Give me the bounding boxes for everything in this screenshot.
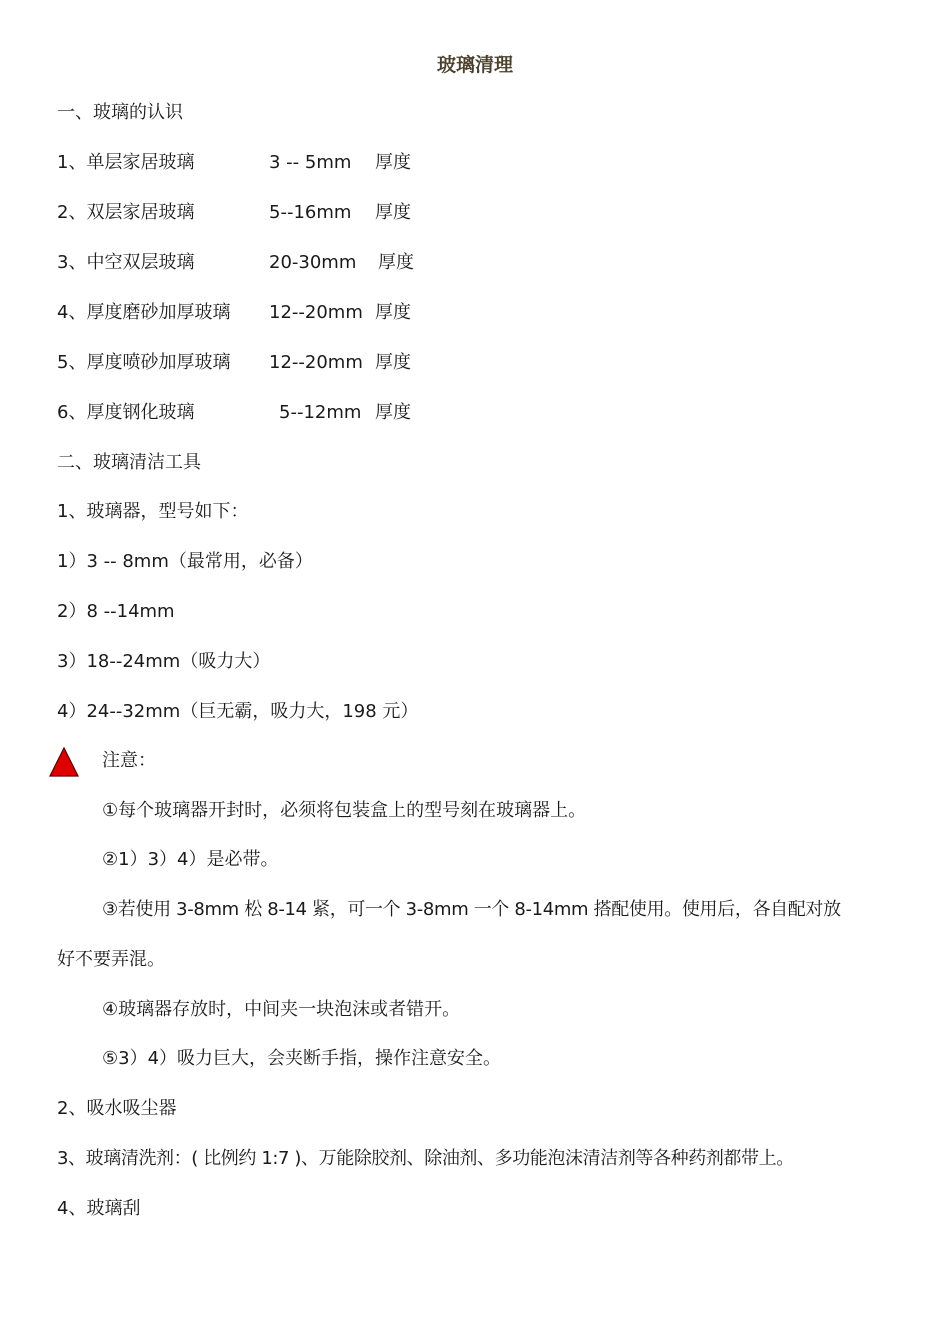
thickness-unit: 厚度 [375, 302, 411, 323]
model-item: 4）24--32mm（巨无霸，吸力大，198 元） [57, 701, 419, 722]
document-title: 玻璃清理 [436, 54, 513, 76]
tool-item-scraper: 4、玻璃刮 [57, 1198, 141, 1219]
note-item: ④玻璃器存放时，中间夹一块泡沫或者错开。 [102, 999, 461, 1020]
note-item: ⑤3）4）吸力巨大，会夹断手指，操作注意安全。 [102, 1048, 502, 1069]
glass-thickness: 5--12mm [279, 402, 362, 423]
section-heading-cleaning-tools: 二、玻璃清洁工具 [57, 452, 201, 473]
glass-thickness: 3 -- 5mm [269, 152, 352, 173]
thickness-unit: 厚度 [375, 352, 411, 373]
glass-thickness: 20-30mm [269, 252, 357, 273]
model-item: 1）3 -- 8mm（最常用，必备） [57, 551, 313, 572]
note-item: ③若使用 3-8mm 松 8-14 紧，可一个 3-8mm 一个 8-14mm 搭配使用。使用后，各自配对放 [102, 899, 841, 920]
glass-type-row [57, 300, 411, 326]
warning-triangle-icon [49, 746, 79, 778]
tool-item-vacuum: 2、吸水吸尘器 [57, 1098, 177, 1119]
thickness-unit: 厚度 [375, 152, 411, 173]
thickness-unit: 厚度 [375, 202, 411, 223]
glass-type-row [57, 400, 411, 426]
model-item: 3）18--24mm（吸力大） [57, 651, 271, 672]
glass-type-row [57, 200, 411, 226]
glass-type-name: 5、厚度喷砂加厚玻璃 [57, 352, 231, 373]
tool-item-cleaner: 3、玻璃清洗剂：( 比例约 1:7 )、万能除胶剂、除油剂、多功能泡沫清洁剂等各种药剂都带上。 [57, 1148, 794, 1169]
glass-thickness: 12--20mm [269, 352, 363, 373]
glass-type-row [57, 250, 414, 276]
note-label: 注意： [102, 750, 156, 771]
model-item: 2）8 --14mm [57, 601, 175, 622]
note-item: ②1）3）4）是必带。 [102, 849, 279, 870]
glass-type-row [57, 350, 411, 376]
glass-type-name: 3、中空双层玻璃 [57, 252, 195, 273]
section-heading-glass-types: 一、玻璃的认识 [57, 102, 183, 123]
glass-thickness: 12--20mm [269, 302, 363, 323]
glass-thickness: 5--16mm [269, 202, 352, 223]
glass-type-name: 4、厚度磨砂加厚玻璃 [57, 302, 231, 323]
note-item-continuation: 好不要弄混。 [57, 949, 165, 970]
note-item: ①每个玻璃器开封时，必须将包装盒上的型号刻在玻璃器上。 [102, 800, 587, 821]
thickness-unit: 厚度 [378, 252, 414, 273]
glass-type-row [57, 150, 411, 176]
thickness-unit: 厚度 [375, 402, 411, 423]
glass-type-name: 1、单层家居玻璃 [57, 152, 195, 173]
tool-item-glass-device: 1、玻璃器，型号如下： [57, 501, 249, 522]
glass-type-name: 2、双层家居玻璃 [57, 202, 195, 223]
glass-type-name: 6、厚度钢化玻璃 [57, 402, 195, 423]
